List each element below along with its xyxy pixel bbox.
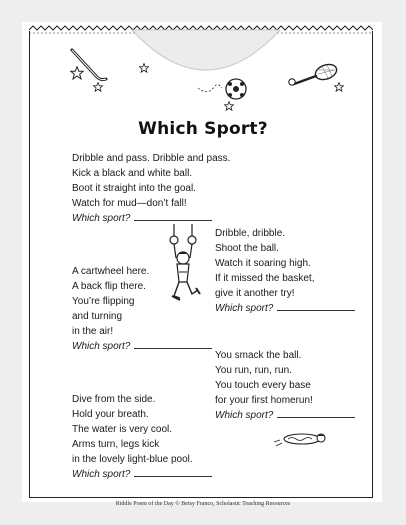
answer-blank[interactable] [134, 339, 212, 349]
poem-line: Shoot the ball. [215, 243, 279, 254]
poem-line: Boot it straight into the goal. [72, 183, 196, 194]
riddle-poem-3 [72, 264, 212, 354]
poem-line: If it missed the basket, [215, 273, 315, 284]
riddle-poem-4 [215, 348, 355, 423]
poem-line: Dribble, dribble. [215, 228, 286, 239]
answer-row [72, 211, 230, 226]
poem-line: in the lovely light-blue pool. [72, 454, 193, 465]
answer-blank[interactable] [134, 467, 212, 477]
swimmer-icon [272, 428, 332, 450]
tennis-racket-icon [284, 62, 340, 88]
question-label: Which sport? [72, 341, 131, 352]
answer-blank[interactable] [277, 408, 355, 418]
sun-arc [130, 28, 282, 72]
poem-line: Hold your breath. [72, 409, 149, 420]
poem-line: A back flip there. [72, 281, 146, 292]
question-label: Which sport? [215, 410, 274, 421]
poem-line: You smack the ball. [215, 350, 302, 361]
poem-line: Kick a black and white ball. [72, 168, 193, 179]
soccer-ball-icon [196, 76, 252, 104]
poem-line: Watch it soaring high. [215, 258, 311, 269]
answer-row [72, 339, 212, 354]
answer-row [72, 467, 212, 482]
answer-row [215, 301, 355, 316]
poem-line: You run, run, run. [215, 365, 292, 376]
riddle-poem-1 [72, 151, 230, 226]
poem-line: You’re flipping [72, 296, 135, 307]
poem-line: Watch for mud—don’t fall! [72, 198, 187, 209]
poem-line: Arms turn, legs kick [72, 439, 160, 450]
page-footer: Riddle Poem of the Day © Betsy Franco, Scholastic Teaching Resources [115, 501, 291, 507]
page-title: Which Sport? [138, 119, 268, 139]
riddle-poem-5 [72, 392, 212, 482]
poem-line: You touch every base [215, 380, 311, 391]
question-label: Which sport? [215, 303, 274, 314]
answer-row [215, 408, 355, 423]
poem-line: and turning [72, 311, 123, 322]
answer-blank[interactable] [134, 211, 212, 221]
poem-line: give it another try! [215, 288, 295, 299]
answer-blank[interactable] [277, 301, 355, 311]
poem-line: Dive from the side. [72, 394, 156, 405]
poem-line: The water is very cool. [72, 424, 173, 435]
poem-line: for your first homerun! [215, 395, 313, 406]
star-icon [70, 66, 84, 80]
poem-line: in the air! [72, 326, 114, 337]
question-label: Which sport? [72, 469, 131, 480]
riddle-poem-2 [215, 226, 355, 316]
star-icon [93, 82, 103, 92]
poem-line: Dribble and pass. Dribble and pass. [72, 153, 231, 164]
star-icon [139, 63, 149, 73]
question-label: Which sport? [72, 213, 131, 224]
poem-line: A cartwheel here. [72, 266, 150, 277]
